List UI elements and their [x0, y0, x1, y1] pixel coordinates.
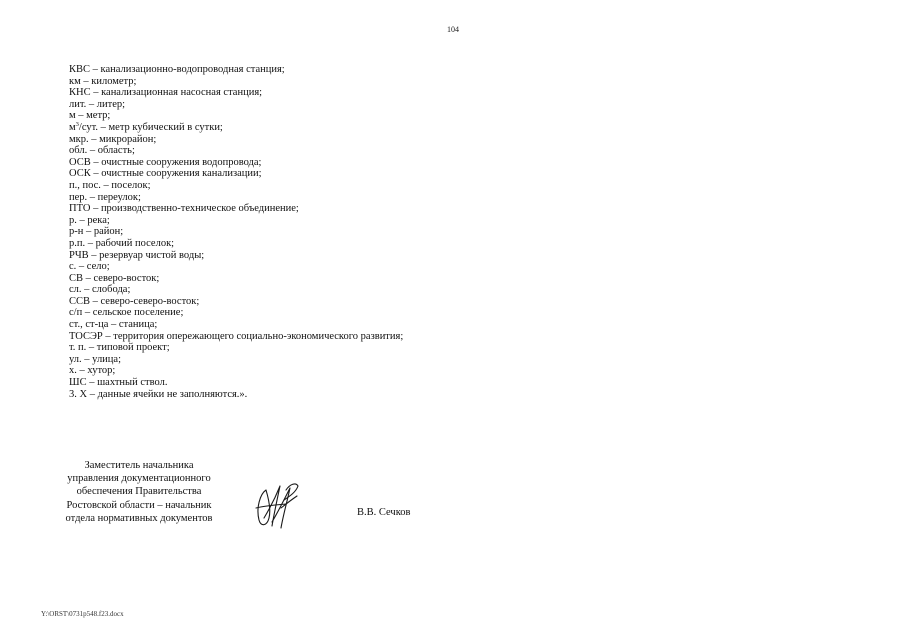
- abbreviation-item: п., пос. – поселок;: [69, 179, 151, 191]
- abbreviation-item: м – метр;: [69, 110, 111, 122]
- abbreviation-prefix: м: [69, 121, 76, 133]
- abbreviation-item: р. – река;: [69, 214, 110, 226]
- abbreviation-item: км – километр;: [69, 75, 137, 87]
- abbreviation-item: ст., ст-ца – станица;: [69, 319, 158, 331]
- abbreviation-item: СВ – северо-восток;: [69, 272, 160, 284]
- file-path-footer: Y:\ORST\0731p548.f23.docx: [41, 610, 124, 618]
- abbreviation-item: мкр. – микрорайон;: [69, 133, 157, 145]
- abbreviation-item: пер. – переулок;: [69, 191, 141, 203]
- abbreviation-item: х. – хутор;: [69, 365, 116, 377]
- abbreviation-item: 3. Х – данные ячейки не заполняются.».: [69, 388, 248, 400]
- abbreviation-item: с/п – сельское поселение;: [69, 307, 184, 319]
- abbreviation-item: ОСВ – очистные сооружения водопровода;: [69, 156, 262, 168]
- abbreviation-item: с. – село;: [69, 261, 110, 273]
- signatory-title-line: управления документационного: [67, 473, 211, 485]
- signatory-title-line: отдела нормативных документов: [65, 512, 213, 524]
- abbreviation-item: ТОСЭР – территория опережающего социально-экономического развития;: [69, 330, 404, 342]
- abbreviation-text: /сут. – метр кубический в сутки;: [78, 121, 223, 133]
- signatory-title-line: обеспечения Правительства: [76, 486, 202, 498]
- superscript-exponent: 3: [75, 120, 79, 128]
- abbreviation-item: ул. – улица;: [69, 353, 121, 365]
- abbreviation-item: КВС – канализационно-водопроводная станция;: [69, 64, 285, 75]
- handwritten-signature: [250, 478, 306, 532]
- signatory-name: В.В. Сечков: [357, 507, 411, 518]
- abbreviation-item: р-н – район;: [69, 226, 124, 238]
- signatory-title: [46, 459, 232, 525]
- abbreviation-item: обл. – область;: [69, 145, 135, 157]
- abbreviation-list: [69, 64, 403, 400]
- abbreviation-item: лит. – литер;: [69, 98, 126, 110]
- abbreviation-item: сл. – слобода;: [69, 284, 131, 296]
- abbreviation-item: РЧВ – резервуар чистой воды;: [69, 249, 205, 261]
- abbreviation-item: ОСК – очистные сооружения канализации;: [69, 168, 262, 180]
- abbreviation-item: ПТО – производственно-техническое объединение;: [69, 203, 299, 215]
- abbreviation-item: ШС – шахтный ствол.: [69, 377, 168, 389]
- signatory-title-line: Заместитель начальника: [84, 460, 194, 471]
- signatory-title-line: Ростовской области – начальник: [66, 499, 212, 511]
- page-number: 104: [447, 25, 459, 34]
- abbreviation-item: [69, 122, 403, 134]
- abbreviation-item: р.п. – рабочий поселок;: [69, 237, 175, 249]
- abbreviation-item: КНС – канализационная насосная станция;: [69, 87, 263, 99]
- abbreviation-item: т. п. – типовой проект;: [69, 342, 170, 354]
- abbreviation-item: ССВ – северо-северо-восток;: [69, 295, 200, 307]
